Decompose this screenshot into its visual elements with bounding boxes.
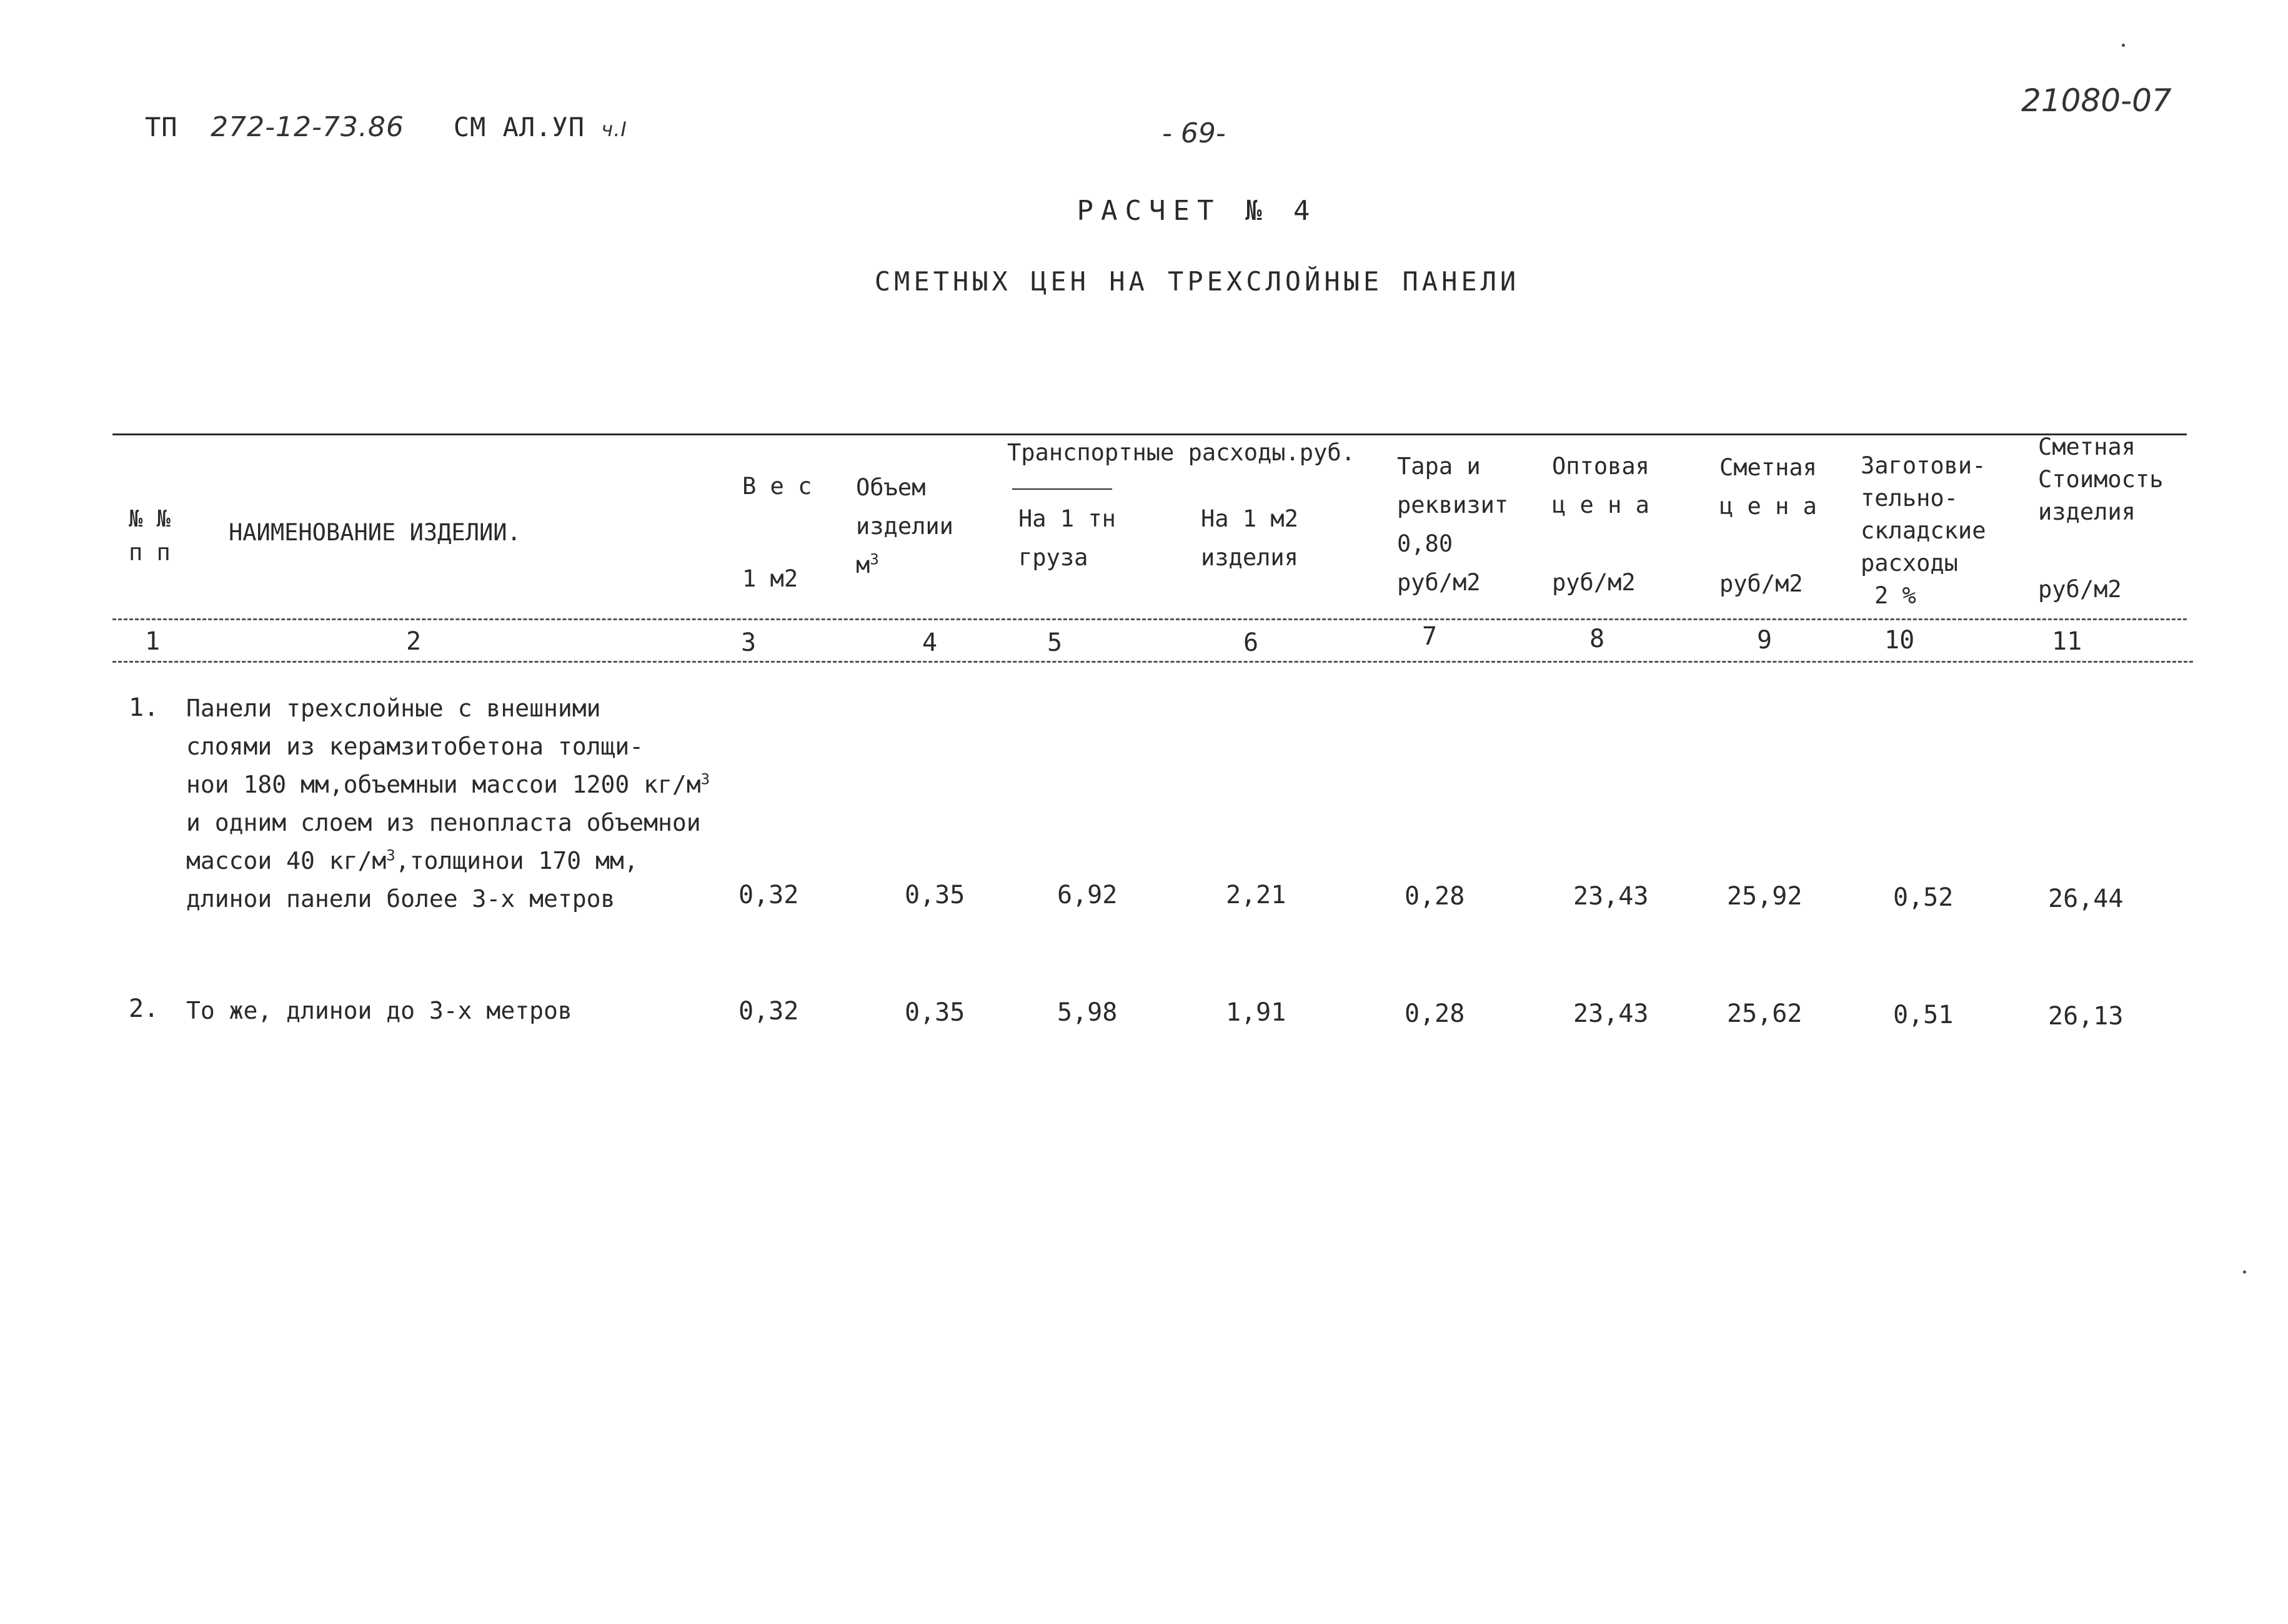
document-code xyxy=(145,111,627,143)
column-number: 2 xyxy=(406,627,422,656)
column-numbers-rule xyxy=(112,661,2193,663)
row-weight: 0,32 xyxy=(739,881,799,909)
row-weight: 0,32 xyxy=(739,997,799,1026)
row-tare: 0,28 xyxy=(1405,882,1465,911)
page-title: РАСЧЕТ № 4 xyxy=(1077,195,1318,227)
column-number: 8 xyxy=(1589,625,1605,653)
row-transport-per-ton: 6,92 xyxy=(1057,881,1118,909)
row-wholesale-price: 23,43 xyxy=(1573,999,1649,1028)
row-estimated-cost: 26,13 xyxy=(2048,1002,2124,1031)
doc-code-series: СМ АЛ.УП xyxy=(453,112,585,142)
column-number: 9 xyxy=(1757,626,1773,655)
column-number: 6 xyxy=(1243,628,1259,657)
row-tare: 0,28 xyxy=(1405,999,1465,1028)
header-transport-per-ton: На 1 тн груза xyxy=(1018,505,1116,571)
header-estimated-price: Сметная ц е н а руб/м2 xyxy=(1719,454,1817,597)
row-description: Панели трехслойные с внешними слоями из керамзитобетона толщи- нои 180 мм,объемныи массои 1200 $кг/м^3$ и одним слоем из пенопласта объемнои массои 40 $кг/м^3,толщинои$ 170 мм, длинои панели более 3-х метров xyxy=(186,695,710,913)
header-wholesale-price: Оптовая ц е н а руб/м2 xyxy=(1552,453,1649,596)
row-transport-per-ton: 5,98 xyxy=(1057,998,1118,1027)
page-number: - 69- xyxy=(1162,117,1226,149)
header-volume: Объем изделии $м^3$ xyxy=(856,474,953,578)
row-volume: 0,35 xyxy=(905,881,965,909)
column-number: 1 xyxy=(145,627,161,656)
row-index: 1. xyxy=(129,693,159,722)
header-tare: Тара и реквизит 0,80 руб/м2 xyxy=(1397,453,1509,596)
row-index: 2. xyxy=(129,994,159,1023)
scan-speck xyxy=(2122,44,2125,47)
row-estimated-cost: 26,44 xyxy=(2048,884,2124,913)
row-procurement: 0,51 xyxy=(1893,1001,1954,1029)
header-index: № № п п xyxy=(129,505,171,566)
header-weight: В е с 1 м2 xyxy=(742,473,812,592)
row-procurement: 0,52 xyxy=(1893,883,1954,912)
row-wholesale-price: 23,43 xyxy=(1573,882,1649,911)
header-estimated-cost: Сметная Стоимость изделия руб/м2 xyxy=(2038,433,2164,603)
transport-group-rule xyxy=(1012,488,1112,490)
page-subtitle: СМЕТНЫХ ЦЕН НА ТРЕХСЛОЙНЫЕ ПАНЕЛИ xyxy=(874,266,1520,297)
row-description: То же, длинои до 3-х метров xyxy=(186,997,572,1024)
doc-code-prefix: ТП xyxy=(145,112,178,142)
header-transport-per-m2: На 1 м2 изделия xyxy=(1201,505,1298,571)
column-number: 5 xyxy=(1047,628,1063,657)
row-estimated-price: 25,62 xyxy=(1727,999,1803,1028)
archive-number: 21080-07 xyxy=(2021,82,2172,119)
header-procurement: Заготови- тельно- складские расходы 2 % xyxy=(1861,452,1986,609)
column-number: 11 xyxy=(2052,627,2082,656)
column-number: 4 xyxy=(922,628,938,657)
header-bottom-rule xyxy=(112,618,2187,620)
scan-speck xyxy=(2243,1270,2246,1274)
column-number: 10 xyxy=(1884,626,1915,655)
row-volume: 0,35 xyxy=(905,998,965,1027)
column-number: 3 xyxy=(741,628,757,657)
header-transport-group: Транспортные расходы.руб. xyxy=(1007,439,1355,466)
header-name: НАИМЕНОВАНИЕ ИЗДЕЛИИ. xyxy=(229,519,521,546)
row-estimated-price: 25,92 xyxy=(1727,882,1803,911)
doc-code-part: ч.I xyxy=(601,117,627,141)
column-number: 7 xyxy=(1422,622,1438,651)
row-transport-per-m2: 2,21 xyxy=(1226,881,1286,909)
row-transport-per-m2: 1,91 xyxy=(1226,998,1286,1027)
doc-code-number: 272-12-73.86 xyxy=(211,111,404,143)
